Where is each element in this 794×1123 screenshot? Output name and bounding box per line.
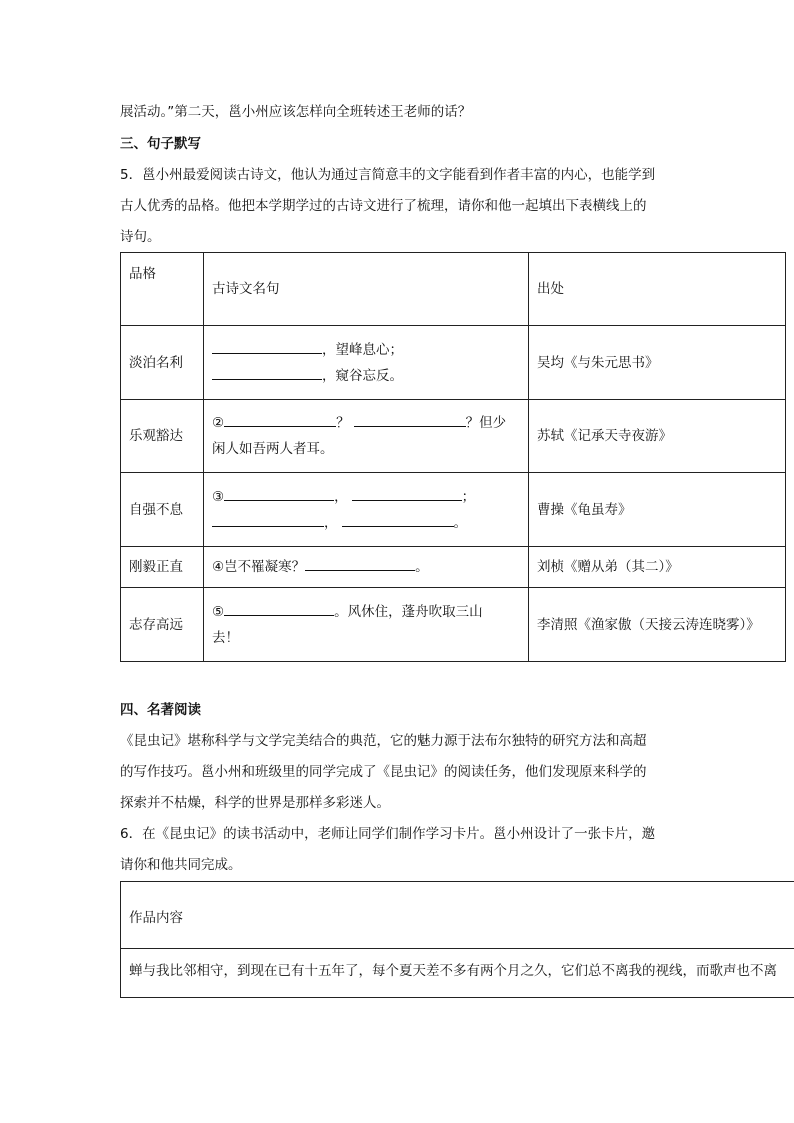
blank-line[interactable]	[342, 512, 454, 527]
header-trait: 品格	[121, 253, 204, 326]
source-cell: 吴均《与朱元思书》	[529, 326, 786, 400]
blank-line[interactable]	[212, 512, 324, 527]
table-row	[121, 473, 786, 547]
poem-table-header-row	[121, 253, 786, 326]
source-cell: 刘桢《赠从弟（其二）》	[529, 547, 786, 588]
trait-cell: 志存高远	[121, 588, 204, 662]
lines-cell: ② ？ ？但少 闲人如吾两人者耳。	[204, 400, 529, 473]
q5-line-2: 古人优秀的品格。他把本学期学过的古诗文进行了梳理，请你和他一起填出下表横线上的	[120, 198, 647, 214]
lines-cell: ③ ， ； ， 。	[204, 473, 529, 547]
table-row	[121, 547, 786, 588]
q6-line-2: 请你和他共同完成。	[120, 857, 242, 873]
blank-line[interactable]	[305, 556, 415, 571]
blank-line[interactable]	[224, 486, 334, 501]
table-row	[121, 588, 786, 662]
table-row	[121, 400, 786, 473]
card-head: 作品内容	[121, 882, 794, 949]
source-cell: 曹操《龟虽寿》	[529, 473, 786, 547]
blank-line[interactable]	[224, 412, 336, 427]
trait-cell: 淡泊名利	[121, 326, 204, 400]
blank-line[interactable]	[212, 365, 322, 380]
trait-cell: 乐观豁达	[121, 400, 204, 473]
source-cell: 李清照《渔家傲（天接云涛连晓雾）》	[529, 588, 786, 662]
blank-line[interactable]	[212, 339, 322, 354]
poem-table	[120, 252, 786, 662]
blank-line[interactable]	[352, 486, 462, 501]
lines-cell: ⑤ 。风休住，蓬舟吹取三山 去！	[204, 588, 529, 662]
section4-intro-line-2: 的写作技巧。邕小州和班级里的同学完成了《昆虫记》的阅读任务，他们发现原来科学的	[120, 764, 647, 780]
section4-intro-line-1: 《昆虫记》堪称科学与文学完美结合的典范，它的魅力源于法布尔独特的研究方法和高超	[120, 733, 647, 749]
trait-cell: 自强不息	[121, 473, 204, 547]
source-cell: 苏轼《记承天寺夜游》	[529, 400, 786, 473]
q6-line-1: 6．在《昆虫记》的读书活动中，老师让同学们制作学习卡片。邕小州设计了一张卡片，邀	[120, 826, 656, 842]
section3-title: 三、句子默写	[120, 136, 201, 152]
section4-title: 四、名著阅读	[120, 702, 201, 718]
study-card	[120, 881, 794, 998]
header-source: 出处	[529, 253, 786, 326]
lines-cell: ，望峰息心； ，窥谷忘反。	[204, 326, 529, 400]
header-lines: 古诗文名句	[204, 253, 529, 326]
table-row	[121, 326, 786, 400]
section4-intro-line-3: 探索并不枯燥，科学的世界是那样多彩迷人。	[120, 795, 390, 811]
intro-tail: 展活动。”第二天，邕小州应该怎样向全班转述王老师的话？	[120, 104, 472, 120]
card-body: 蝉与我比邻相守，到现在已有十五年了，每个夏天差不多有两个月之久，它们总不离我的视线，而歌声也不离	[121, 949, 794, 998]
q5-line-3: 诗句。	[120, 229, 161, 245]
blank-line[interactable]	[354, 412, 466, 427]
lines-cell: ④岂不罹凝寒？ 。	[204, 547, 529, 588]
blank-line[interactable]	[224, 601, 334, 616]
q5-line-1: 5．邕小州最爱阅读古诗文，他认为通过言简意丰的文字能看到作者丰富的内心，也能学到	[120, 167, 656, 183]
trait-cell: 刚毅正直	[121, 547, 204, 588]
